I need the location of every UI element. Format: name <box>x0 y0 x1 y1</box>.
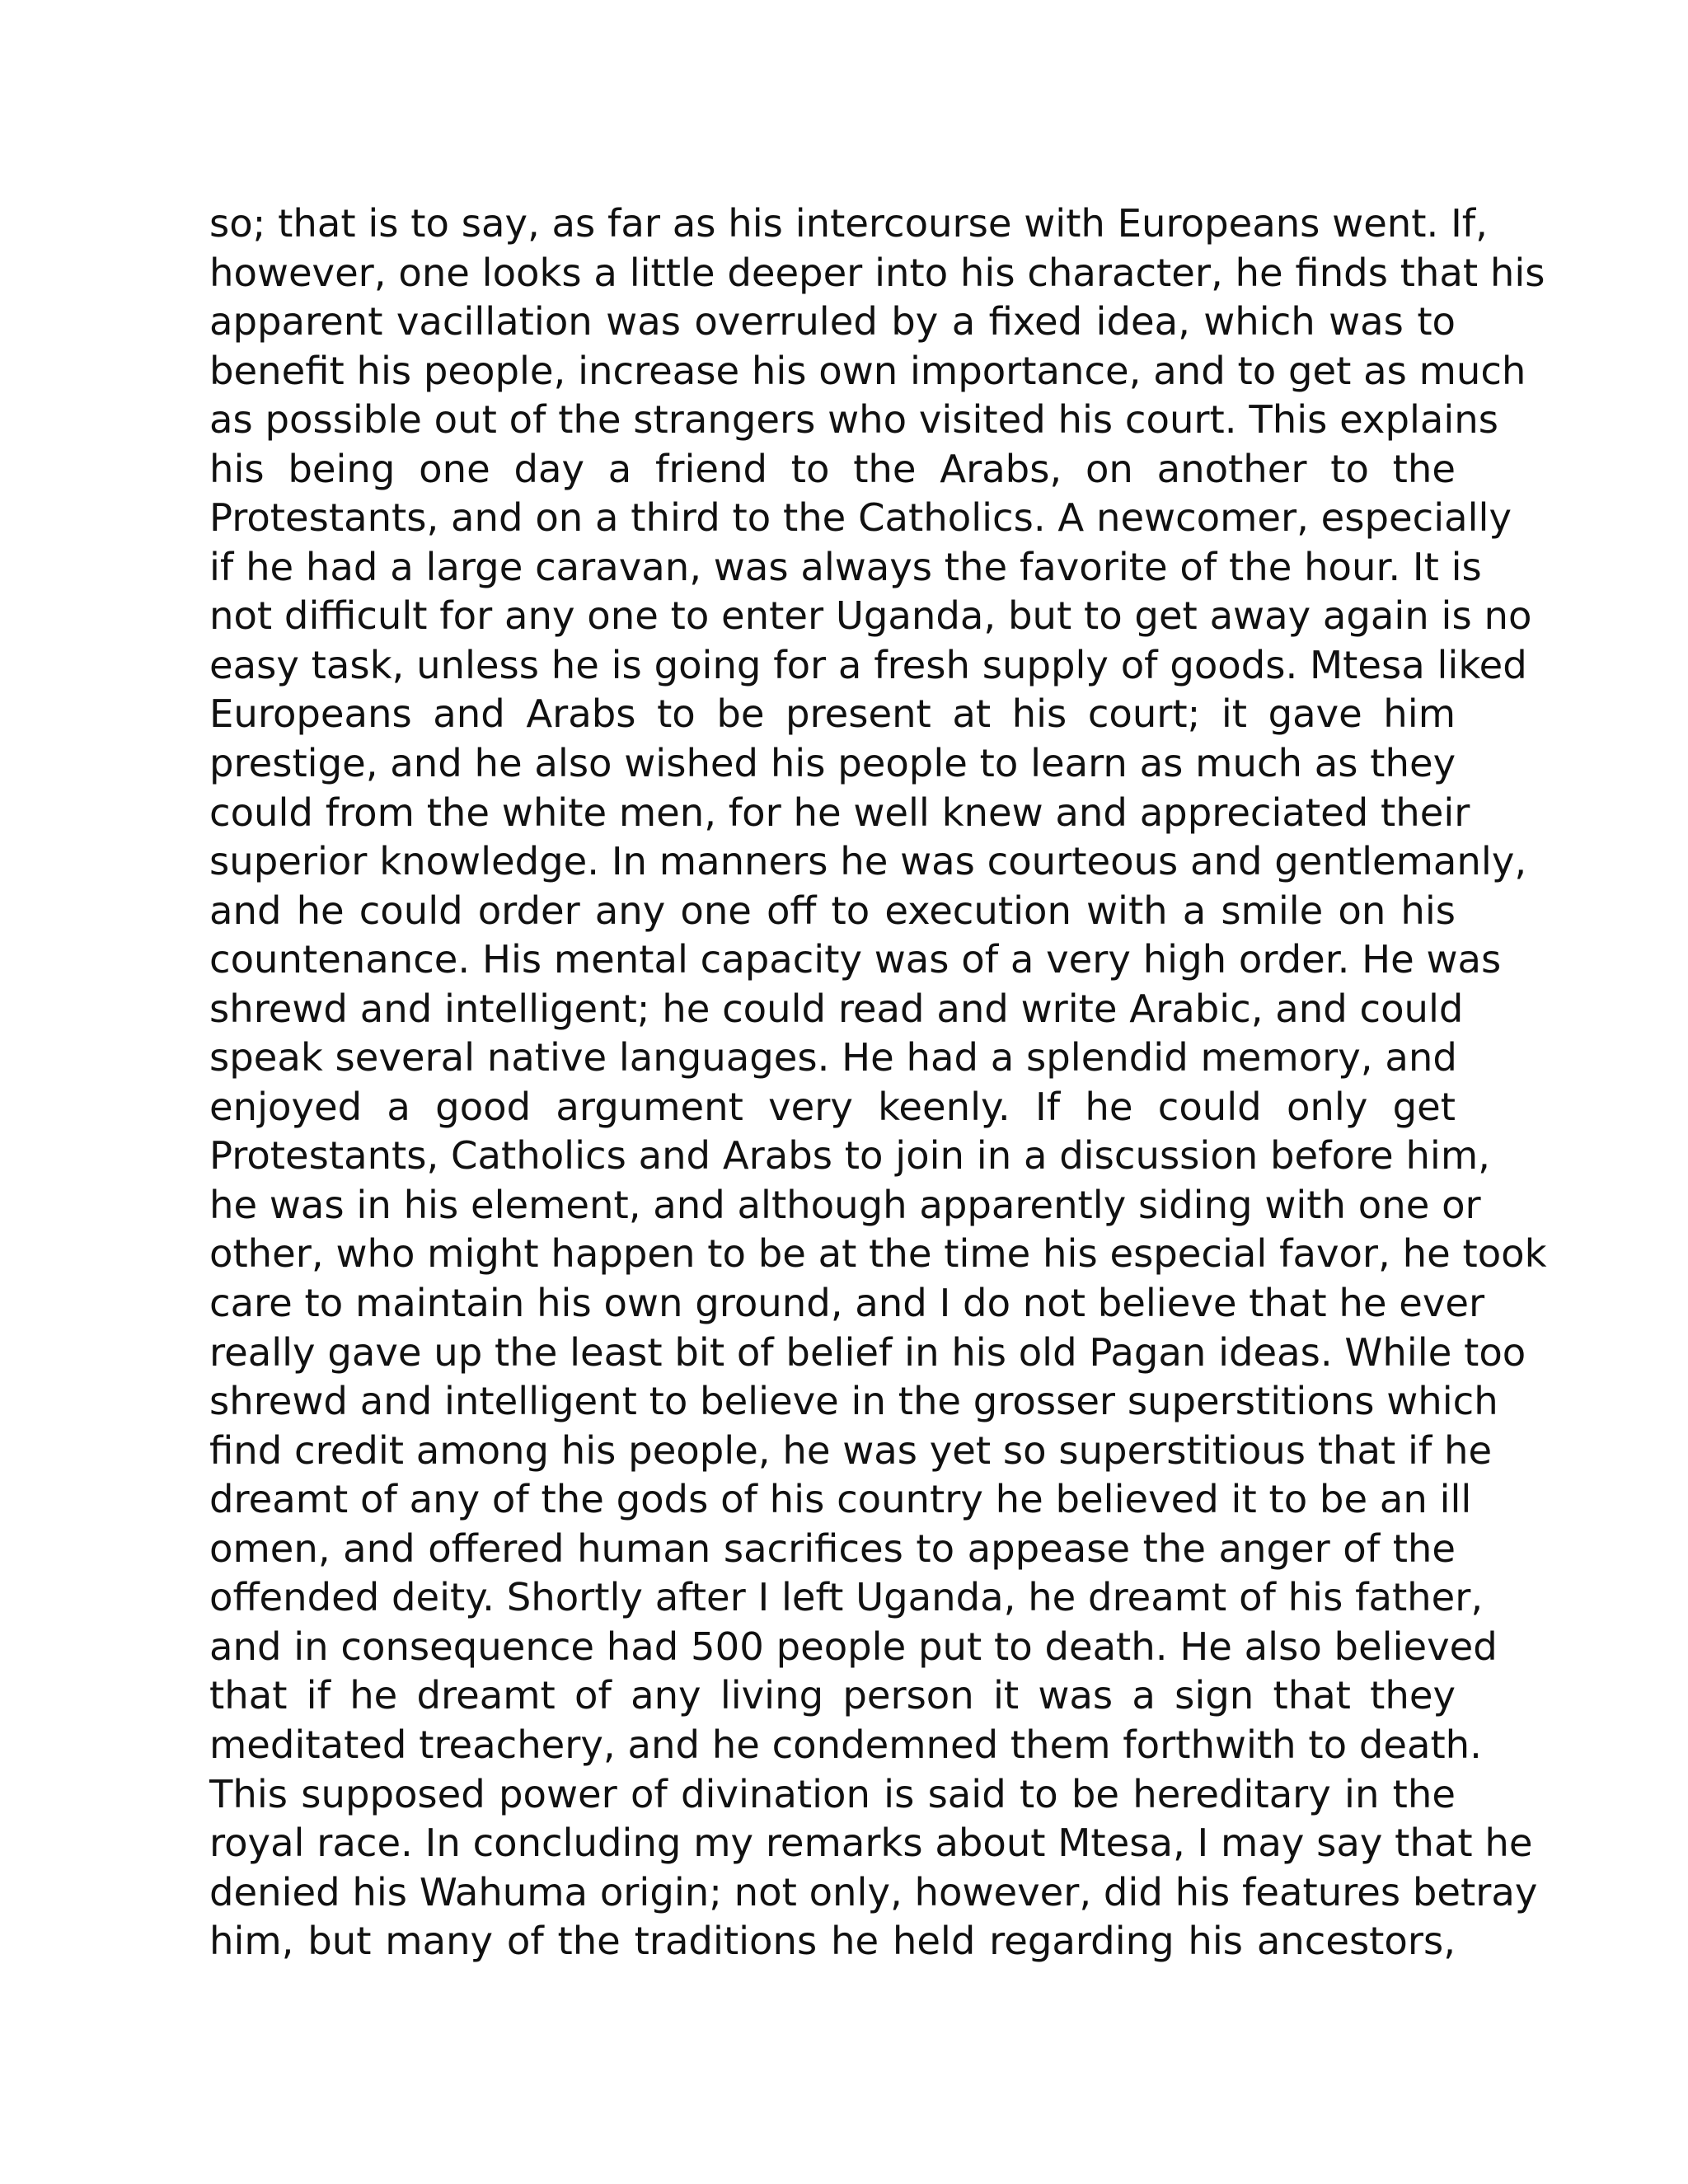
text-line: royal race. In concluding my remarks about Mtesa, I may say that he <box>209 1821 1533 1866</box>
text-line: could from the white men, for he well knew and appreciated their <box>209 790 1470 835</box>
text-line: and he could order any one off to execution with a smile on his <box>209 888 1456 933</box>
text-line: meditated treachery, and he condemned them forthwith to death. <box>209 1722 1482 1767</box>
text-line: however, one looks a little deeper into his character, he finds that his <box>209 250 1545 295</box>
text-line: easy task, unless he is going for a fresh supply of goods. Mtesa liked <box>209 642 1527 687</box>
text-line: countenance. His mental capacity was of a very high order. He was <box>209 937 1502 982</box>
text-line: his being one day a friend to the Arabs, on another to the <box>209 446 1456 491</box>
text-line: superior knowledge. In manners he was courteous and gentlemanly, <box>209 839 1527 884</box>
text-line: benefit his people, increase his own importance, and to get as much <box>209 348 1526 393</box>
text-line: prestige, and he also wished his people to learn as much as they <box>209 741 1456 786</box>
text-line: that if he dreamt of any living person it was a sign that they <box>209 1673 1456 1718</box>
text-line: speak several native languages. He had a splendid memory, and <box>209 1035 1457 1080</box>
text-line: enjoyed a good argument very keenly. If he could only get <box>209 1084 1456 1129</box>
text-line: other, who might happen to be at the time his especial favor, he took <box>209 1231 1547 1277</box>
text-line: Protestants, and on a third to the Catholics. A newcomer, especially <box>209 495 1512 541</box>
text-line: so; that is to say, as far as his intercourse with Europeans went. If, <box>209 201 1488 246</box>
text-line: omen, and offered human sacrifices to appease the anger of the <box>209 1526 1456 1571</box>
text-line: care to maintain his own ground, and I do not believe that he ever <box>209 1281 1485 1326</box>
text-line: offended deity. Shortly after I left Uganda, he dreamt of his father, <box>209 1575 1484 1620</box>
text-line: This supposed power of divination is said to be hereditary in the <box>209 1771 1456 1816</box>
text-line: really gave up the least bit of belief in his old Pagan ideas. While too <box>209 1329 1526 1375</box>
text-line: not difficult for any one to enter Uganda, but to get away again is no <box>209 593 1532 639</box>
text-line: if he had a large caravan, was always the favorite of the hour. It is <box>209 544 1482 589</box>
text-line: find credit among his people, he was yet so superstitious that if he <box>209 1427 1493 1473</box>
text-line: as possible out of the strangers who visited his court. This explains <box>209 397 1498 443</box>
text-line: him, but many of the traditions he held regarding his ancestors, <box>209 1919 1456 1964</box>
text-line: apparent vacillation was overruled by a fixed idea, which was to <box>209 299 1456 344</box>
text-line: dreamt of any of the gods of his country he believed it to be an ill <box>209 1477 1472 1522</box>
text-line: denied his Wahuma origin; not only, however, did his features betray <box>209 1869 1538 1915</box>
text-line: shrewd and intelligent; he could read and write Arabic, and could <box>209 986 1464 1031</box>
text-line: Europeans and Arabs to be present at his court; it gave him <box>209 691 1456 737</box>
body-text <box>209 199 1547 1966</box>
text-line: Protestants, Catholics and Arabs to join in a discussion before him, <box>209 1133 1490 1179</box>
text-line: and in consequence had 500 people put to death. He also believed <box>209 1624 1498 1669</box>
text-line: shrewd and intelligent to believe in the grosser superstitions which <box>209 1379 1498 1424</box>
text-line: he was in his element, and although apparently siding with one or <box>209 1182 1481 1227</box>
